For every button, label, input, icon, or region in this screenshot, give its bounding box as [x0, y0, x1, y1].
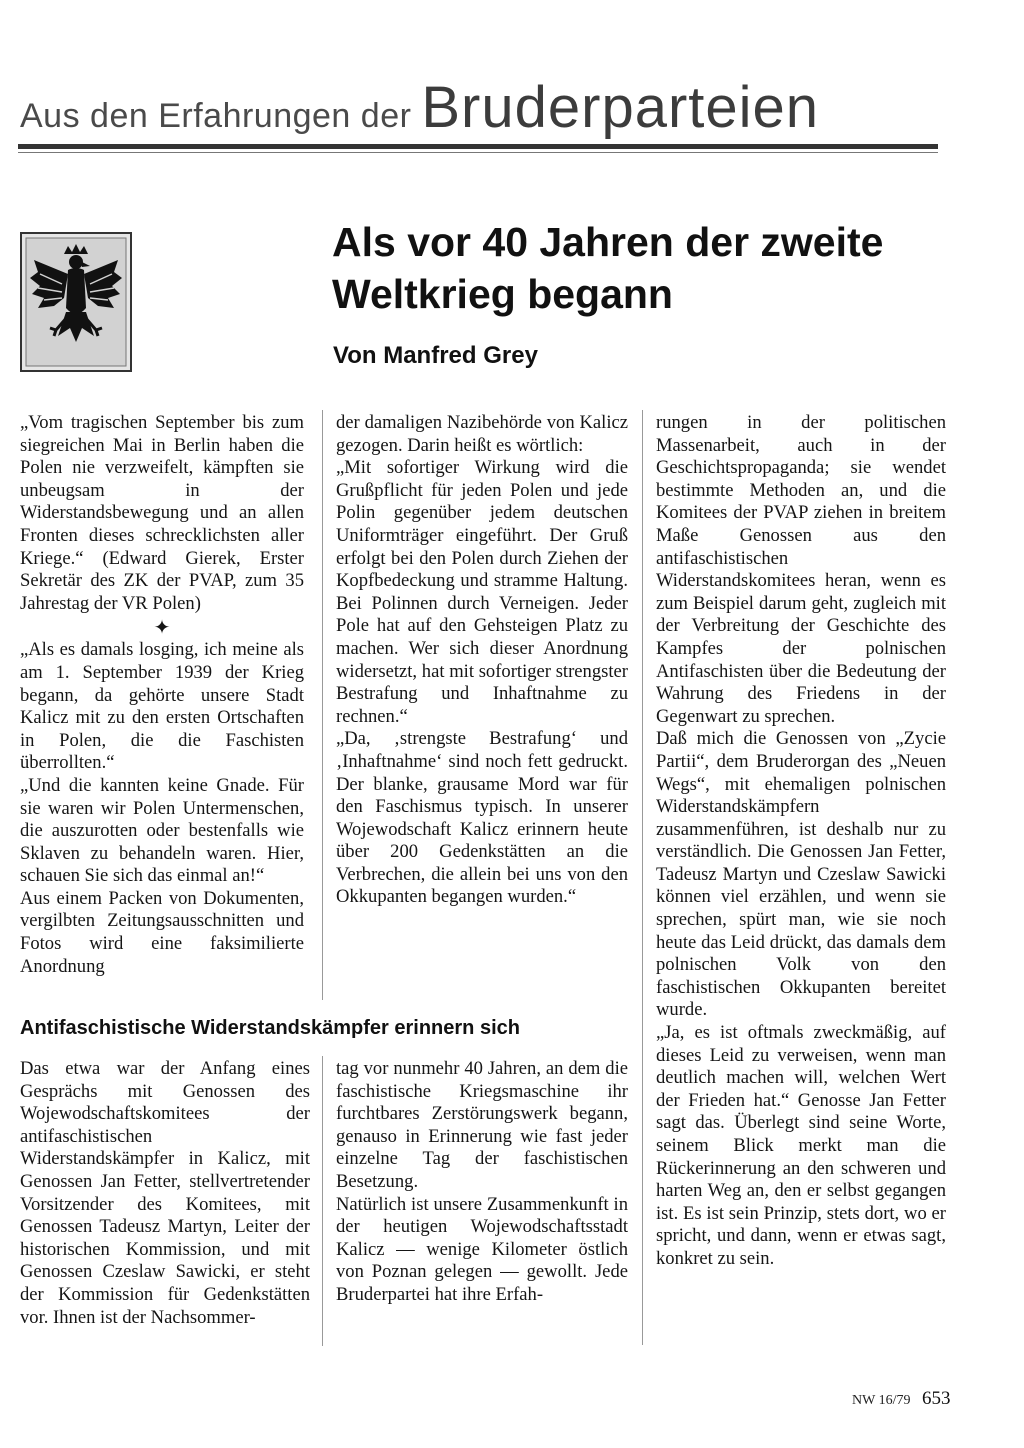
section-header [20, 74, 940, 141]
paragraph: Das etwa war der Anfang eines Gesprächs mit Genossen des Wojewodschaftskomitees der antifaschistischen Widerstandskämpfer in Kalicz, mit Genossen Jan Fetter, stellvertretender Vorsitzender des Komitees, mit Genossen Tadeusz Martyn, Leiter der historischen Kommission, und mit Genossen Czeslaw Sawicki, er steht der Kommission für Gedenkstätten vor. Ihnen ist der Nachsommer- [20, 1058, 310, 1328]
paragraph: „Ja, es ist oftmals zweckmäßig, auf dieses Leid zu verweisen, wenn man deutlich machen will, welchen Wert der Frieden hat.“ Genosse Jan Fetter sagt das. Überlegt sind seine Worte, seinem Blick merkt man die Rückerinnerung an den schweren und harten Weg an, den er selbst gegangen ist. Es ist sein Prinzip, stets dort, wo er spricht, und dann, wenn er etwas sagt, konkret zu sein. [656, 1022, 946, 1269]
header-rule [18, 144, 938, 149]
issue-number: NW 16/79 [852, 1393, 911, 1408]
paragraph: der damaligen Nazibehörde von Kalicz gezogen. Darin heißt es wörtlich: [336, 412, 628, 456]
polish-eagle-emblem-icon [20, 232, 132, 372]
section-header-emphasis: Bruderparteien [421, 75, 820, 140]
paragraph: rungen in der politischen Massenarbeit, auch in der Geschichtspropaganda; sie wendet bestimmte Methoden an, und die Komitees der PVAP ziehen in breitem Maße Genossen aus den antifaschistischen Widerstandskomitees heran, wenn es zum Beispiel darum geht, zugleich mit der Verbreitung der Geschichte des Kampfes der polnischen Antifaschisten über die Bedeutung der Wahrung des Friedens in der Gegenwart zu sprechen. [656, 412, 946, 727]
article-title: Als vor 40 Jahren der zweite Weltkrieg begann [332, 219, 884, 317]
paragraph: tag vor nunmehr 40 Jahren, an dem die faschistische Kriegsmaschine ihr furchtbares Zerstörungswerk begann, genauso in Erinnerung wie fast jeder einzelne Tag der faschistischen Besetzung. [336, 1058, 628, 1192]
page-number: 653 [922, 1388, 951, 1409]
paragraph: „Als es damals losging, ich meine als am 1. September 1939 der Krieg begann, da gehörte unsere Stadt Kalicz mit zu den ersten Ortschaften in Polen, die die Faschisten überrollten.“ [20, 639, 304, 774]
paragraph: Natürlich ist unsere Zusammenkunft in der heutigen Wojewodschaftsstadt Kalicz — wenige Kilometer östlich von Poznan gelegen — gewollt. Jede Bruderpartei hat ihre Erfah- [336, 1193, 628, 1305]
column-divider [322, 410, 323, 1000]
column-3 [656, 412, 946, 1271]
ornament-icon: ✦ [153, 617, 171, 640]
paragraph: Daß mich die Genossen von „Zycie Partii“, dem Bruderorgan des „Neuen Wegs“, mit ehemaligen polnischen Widerstandskämpfern zusammenführen, ist deshalb nur zu verständlich. Die Genossen Jan Fetter, Tadeusz Martyn und Czeslaw Sawicki können viel erzählen, und wenn sie sprechen, spürt man, wie sie noch heute das Leid drückt, das damals dem polnischen Volk von den faschistischen Okkupanten bereitet wurde. [656, 728, 946, 1021]
column-1-top [20, 412, 304, 978]
section-header-prefix: Aus den Erfahrungen der [20, 97, 422, 135]
column-2-bottom [336, 1058, 628, 1307]
column-divider [322, 1056, 323, 1346]
article-byline: Von Manfred Grey [333, 342, 538, 369]
column-1-bottom [20, 1058, 310, 1329]
header-rule-thin [18, 152, 938, 153]
column-2-top [336, 412, 628, 909]
paragraph: „Mit sofortiger Wirkung wird die Grußpflicht für jeden Polen und jede Polin gegenüber jedem deutschen Uniformträger eingeführt. Der Gruß erfolgt bei den Polen durch Ziehen der Kopfbedeckung und stramme Haltung. Bei Polinnen durch Verneigen. Jeder Pole hat auf den Gehsteigen Platz zu machen. Wer sich dieser Anordnung widersetzt, hat mit sofortiger strengster Bestrafung und Inhaftnahme zu rechnen.“ [336, 457, 628, 727]
paragraph: „Und die kannten keine Gnade. Für sie waren wir Polen Untermenschen, die auszurotten oder bestenfalls wie Sklaven zu behandeln waren. Hier, schauen Sie sich das einmal an!“ [20, 774, 304, 887]
paragraph: „Da, ‚strengste Bestrafung‘ und ‚Inhaftnahme‘ sind noch fett gedruckt. Der blanke, grausame Mord war für den Faschismus typisch. In unserer Wojewodschaft Kalicz erinnern heute über 200 Gedenkstätten an die Verbrechen, die allein bei uns von den Okkupanten begangen wurden.“ [336, 728, 628, 908]
column-divider [642, 410, 643, 1345]
section-subheading: Antifaschistische Widerstandskämpfer erinnern sich [20, 1017, 520, 1039]
paragraph: Aus einem Packen von Dokumenten, vergilbten Zeitungsausschnitten und Fotos wird eine faksimilierte Anordnung [20, 887, 304, 977]
paragraph: „Vom tragischen September bis zum siegreichen Mai in Berlin haben die Polen nie verzweifelt, kämpften sie unbeugsam in der Widerstandsbewegung und an allen Fronten dieses schrecklichsten aller Kriege.“ (Edward Gierek, Erster Sekretär des ZK der PVAP, zum 35 Jahrestag der VR Polen) [20, 412, 304, 614]
